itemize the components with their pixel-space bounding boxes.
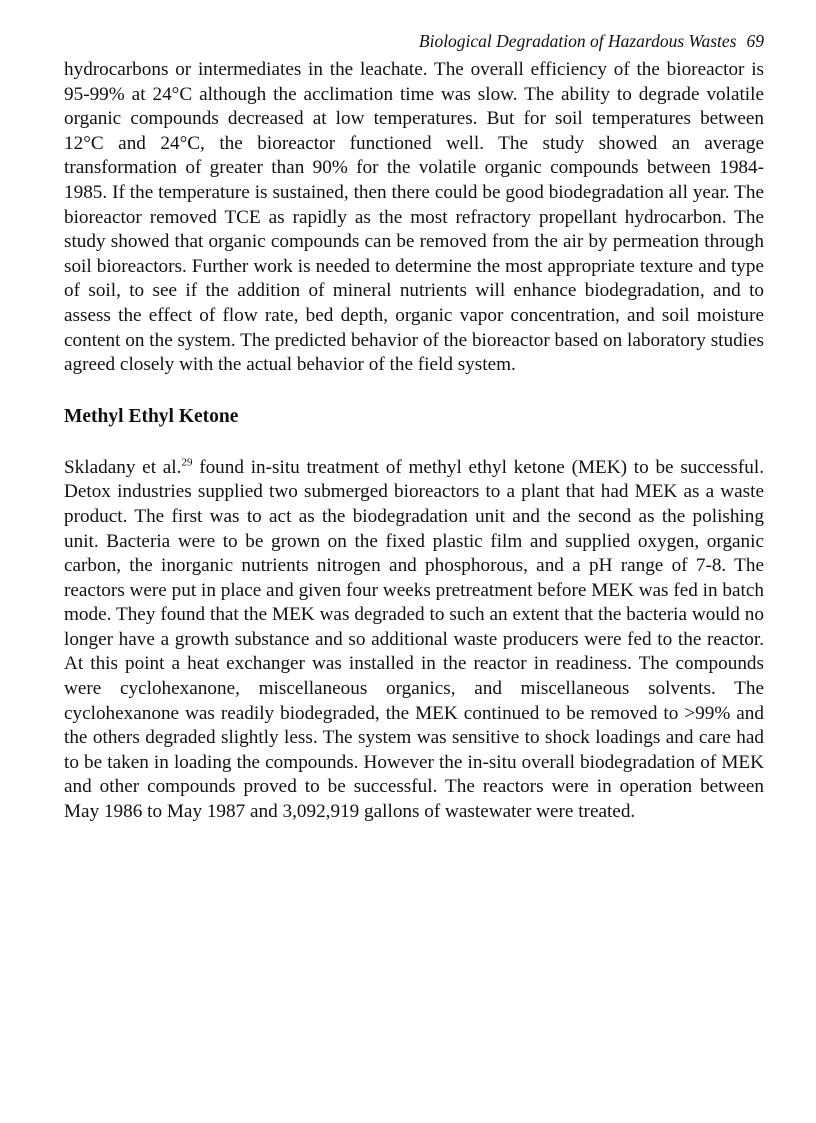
section-heading: Methyl Ethyl Ketone bbox=[64, 405, 239, 427]
running-header bbox=[64, 28, 764, 54]
paragraph-2-text: found in-situ treatment of methyl ethyl ketone (MEK) to be successful. Detox industries supplied two submerged bioreactors to a plant that had MEK as a waste product. The first was to act as the biodegradation unit and the second as the polishing unit. Bacteria were to be grown on the fixed plastic film and supplied oxygen, organic carbon, the inorganic nutrients nitrogen and phosphorous, and a pH range of 7-8. The reactors were put in place and given four weeks pretreatment before MEK was fed in batch mode. They found that the MEK was degraded to such an extent that the bacteria would no longer have a growth substance and so additional waste producers were fed to the reactor. At this point a heat exchanger was installed in the reactor in readiness. The compounds were cyclohexanone, miscellaneous organics, and miscellaneous solvents. The cyclohexanone was readily biodegraded, the MEK continued to be removed to >99% and the others degraded slightly less. The system was sensitive to shock loadings and care had to be taken in loading the compounds. However the in-situ overall biodegradation of MEK and other compounds proved to be successful. The reactors were in operation between May 1986 to May 1987 and 3,092,919 gallons of wastewater were treated. bbox=[64, 456, 764, 823]
citation-superscript: 29 bbox=[181, 456, 193, 469]
running-title: Biological Degradation of Hazardous Wastes bbox=[418, 31, 737, 51]
page-number: 69 bbox=[746, 31, 764, 51]
page bbox=[64, 28, 764, 825]
author-reference: Skladany et al. bbox=[64, 456, 182, 478]
body-paragraph-1: hydrocarbons or intermediates in the leachate. The overall efficiency of the bioreactor is 95-99% at 24°C although the acclimation time was slow. The ability to degrade volatile organic compounds decreased at low temperatures. But for soil temperatures between 12°C and 24°C, the bioreactor functioned well. The study showed an average transformation of greater than 90% for the volatile organic compounds between 1984-1985. If the temperature is sustained, then there could be good biodegradation all year. The bioreactor removed TCE as rapidly as the most refractory propellant hydrocarbon. The study showed that organic compounds can be removed from the air by permeation through soil bioreactors. Further work is needed to determine the most appropriate texture and type of soil, to see if the addition of mineral nutrients will enhance biodegradation, and to assess the effect of flow rate, bed depth, organic vapor concentration, and soil moisture content on the system. The predicted behavior of the bioreactor based on laboratory studies agreed closely with the actual behavior of the field system. bbox=[64, 59, 764, 376]
body-paragraph-2 bbox=[64, 456, 764, 825]
